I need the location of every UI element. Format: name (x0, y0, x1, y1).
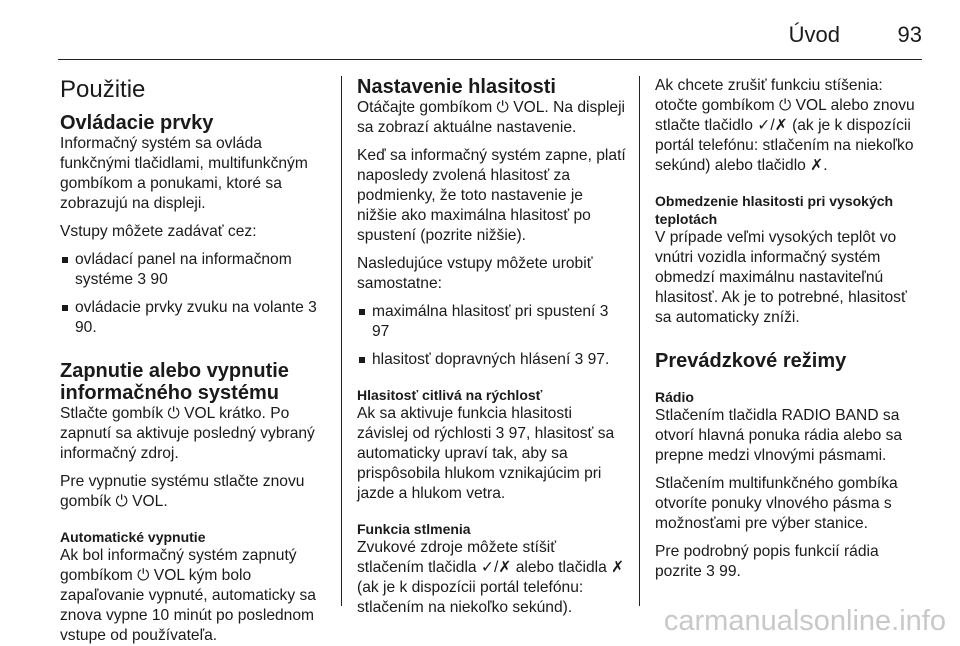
paragraph: Keď sa informačný systém zapne, platí naposledy zvolená hlasitosť za podmienky, že toto nastavenie je nižšie ako maximálna hlasitosť po spustení (pozrite nižšie). (357, 147, 626, 244)
bullet-item: hlasitosť dopravných hlásení 3 97. (357, 350, 627, 370)
bullet-item: ovládacie prvky zvuku na volante 3 90. (60, 298, 332, 338)
column-divider (341, 76, 342, 606)
column-divider (639, 76, 640, 606)
paragraph: V prípade veľmi vysokých teplôt vo vnútri vozidla informačný systém obmedzí maximálnu nastaviteľnú hlasitosť. Ak je to potrebné, hlasitosť sa automaticky zníži. (655, 229, 907, 326)
header-title: Úvod (788, 22, 840, 47)
paragraph: Pre podrobný popis funkcií rádia pozrite 3 99. (655, 543, 879, 580)
paragraph: Otáčajte gombíkom ⏻ VOL. Na displeji sa zobrazí aktuálne nastavenie. (357, 99, 626, 136)
paragraph: Pre vypnutie systému stlačte znovu gombík ⏻ VOL. (60, 473, 305, 510)
section-title: Nastavenie hlasitosti (357, 76, 556, 98)
paragraph: Zvukové zdroje môžete stíšiť stlačením tlačidla ✓/✗ alebo tlačidla ✗ (ak je k dispozícii portál telefónu: stlačením na niekoľko sekúnd). (357, 539, 625, 616)
page-number: 93 (897, 22, 922, 47)
column-1 (60, 76, 332, 646)
bullet-item: ovládací panel na informačnom systéme 3 90 (60, 250, 332, 290)
paragraph: Ak sa aktivuje funkcia hlasitosti závislej od rýchlosti 3 97, hlasitosť sa automaticky upraví tak, aby sa prispôsobila hlukom vznikajúcim pri jazde a hlukom vetra. (357, 405, 615, 502)
page-heading: Použitie (60, 76, 146, 103)
watermark: carmanualsonline.info (663, 605, 946, 637)
column-3 (655, 76, 927, 582)
paragraph: Stlačte gombík ⏻ VOL krátko. Po zapnutí sa aktivuje posledný vybraný informačný zdroj. (60, 405, 315, 462)
section-title: Zapnutie alebo vypnutie informačného systému (60, 360, 289, 404)
subsection-title: Hlasitosť citlivá na rýchlosť (357, 387, 543, 403)
header-rule (58, 59, 922, 60)
section-title: Ovládacie prvky (60, 112, 214, 134)
section-title: Prevádzkové režimy (655, 350, 847, 372)
paragraph: Ak bol informačný systém zapnutý gombíkom ⏻ VOL kým bolo zapaľovanie vypnuté, automaticky sa znova vypne 10 minút po poslednom vstupe od používateľa. (60, 547, 316, 644)
column-2 (357, 76, 627, 618)
paragraph: Stlačením tlačidla RADIO BAND sa otvorí hlavná ponuka rádia alebo sa prepne medzi vlnovými pásmami. (655, 407, 903, 464)
bullet-item: maximálna hlasitosť pri spustení 3 97 (357, 302, 627, 342)
subsection-title: Rádio (655, 389, 694, 405)
paragraph: Vstupy môžete zadávať cez: (60, 223, 257, 240)
paragraph: Informačný systém sa ovláda funkčnými tlačidlami, multifunkčným gombíkom a ponukami, ktoré sa zobrazujú na displeji. (60, 135, 308, 212)
paragraph: Ak chcete zrušiť funkciu stíšenia: otočte gombíkom ⏻ VOL alebo znovu stlačte tlačidlo ✓/✗ (ak je k dispozícii portál telefónu: stlačením na niekoľko sekúnd) alebo tlačidlo ✗. (655, 77, 915, 174)
subsection-title: Obmedzenie hlasitosti pri vysokých teplotách (655, 193, 894, 227)
paragraph: Stlačením multifunkčného gombíka otvoríte ponuky vlnového pásma s možnosťami pre výber stanice. (655, 475, 898, 532)
subsection-title: Automatické vypnutie (60, 529, 206, 545)
subsection-title: Funkcia stlmenia (357, 521, 471, 537)
paragraph: Nasledujúce vstupy môžete urobiť samostatne: (357, 255, 593, 292)
